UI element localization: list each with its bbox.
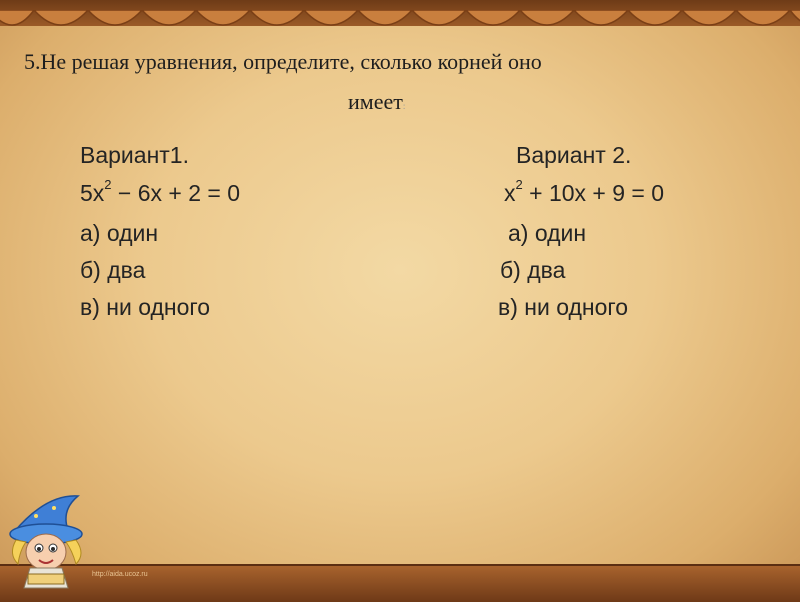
title-line-1: 5.Не решая уравнения, определите, сколько корней оно xyxy=(24,49,542,74)
variant-2-eq-rest: + 10x + 9 = 0 xyxy=(522,180,665,206)
variant-2-option-b: б) два xyxy=(500,257,566,283)
variant-2-option-a: а) один xyxy=(508,220,587,246)
bottom-border xyxy=(0,564,800,602)
footer-url: http://aida.ucoz.ru xyxy=(92,571,148,578)
variant-2-eq-term: x xyxy=(504,180,516,206)
variant-1-eq-rest: − 6x + 2 = 0 xyxy=(111,180,241,206)
variant-1-option-a: а) один xyxy=(80,220,159,246)
cartoon-wizard-mascot-icon xyxy=(6,492,96,592)
title-line-2 xyxy=(348,86,405,122)
variant-1-eq-exponent: 2 xyxy=(104,177,112,192)
scallop-border-decoration xyxy=(0,10,800,36)
variant-1-option-c: в) ни одного xyxy=(80,294,211,320)
variant-2-option-c: в) ни одного xyxy=(498,294,629,320)
variant-1-eq-term: 5x xyxy=(80,180,105,206)
variant-2-eq-exponent: 2 xyxy=(515,177,523,192)
variant-1-equation xyxy=(80,177,241,207)
variant-1-heading: Вариант1. xyxy=(80,142,189,168)
variant-2-equation xyxy=(504,177,665,207)
title-colon: : xyxy=(402,101,406,111)
variant-1-option-b: б) два xyxy=(80,257,146,283)
variant-2-heading: Вариант 2. xyxy=(516,142,632,168)
title-line-2-text: имеет xyxy=(348,89,403,114)
